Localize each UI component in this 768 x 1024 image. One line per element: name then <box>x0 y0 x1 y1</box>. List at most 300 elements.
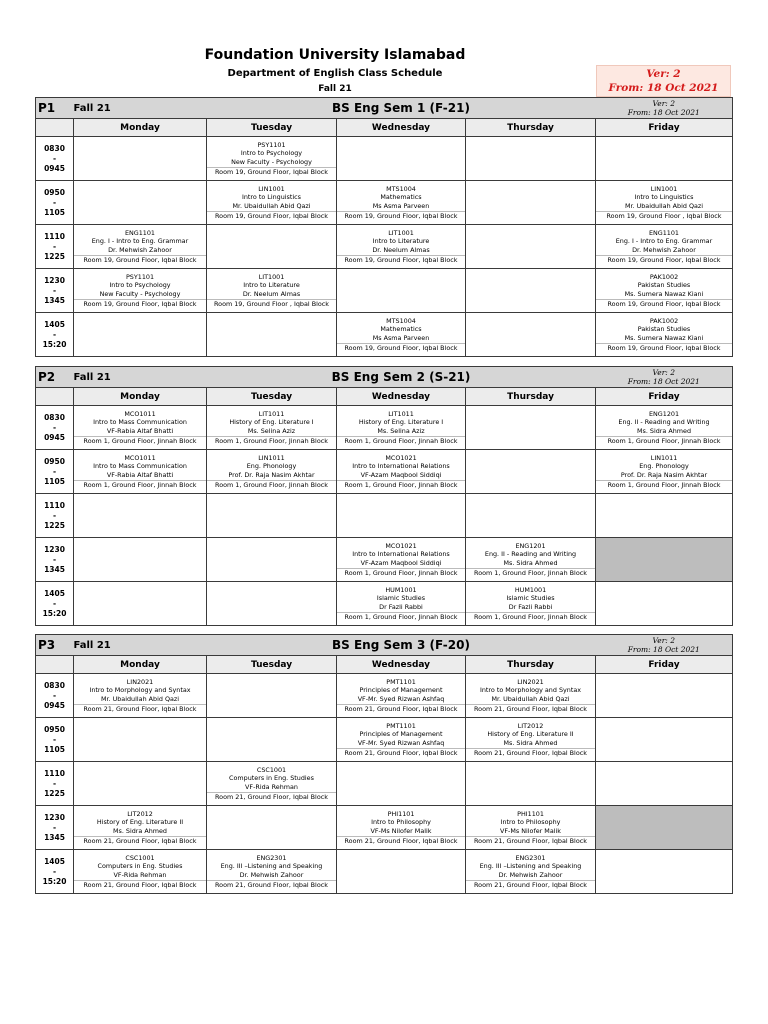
time-slot-part: - <box>52 466 57 476</box>
time-slot-part: - <box>52 690 57 700</box>
instructor: Ms. Sumera Nawaz Kiani <box>624 333 704 342</box>
course-code: MCO1011 <box>124 454 156 463</box>
course-code: LIT2012 <box>127 810 153 819</box>
day-header-tuesday: Tuesday <box>207 656 337 674</box>
program-version-label: Ver: 2 <box>652 636 675 645</box>
time-slot-part: 1110 <box>44 231 65 241</box>
instructor: VF-Mr. Syed Rizwan Ashfaq <box>357 738 445 747</box>
time-slot <box>36 406 74 450</box>
time-header <box>36 656 74 674</box>
time-slot-row <box>36 718 733 762</box>
time-slot-part: 1110 <box>44 500 65 510</box>
course-name: Intro to Literature <box>243 281 300 290</box>
class-cell <box>466 718 596 762</box>
time-slot <box>36 582 74 626</box>
empty-cell <box>74 718 207 762</box>
empty-cell <box>74 313 207 357</box>
time-slot-part: - <box>52 598 57 608</box>
empty-cell <box>466 225 596 269</box>
time-slot-part: - <box>52 153 57 163</box>
instructor: VF-Rabia Altaf Bhatti <box>106 426 174 435</box>
room: Room 19, Ground Floor, Iqbal Block <box>596 299 732 308</box>
time-header <box>36 388 74 406</box>
time-slot-row <box>36 494 733 538</box>
time-slot-part: 1225 <box>44 520 65 530</box>
schedule-title-row <box>36 635 733 656</box>
program-version-date: From: 18 Oct 2021 <box>627 108 700 117</box>
time-slot <box>36 850 74 894</box>
instructor: Mr. Ubaidullah Abid Qazi <box>232 201 311 210</box>
class-cell <box>207 762 337 806</box>
course-name: Eng. III –Listening and Speaking <box>220 862 323 871</box>
day-header-friday: Friday <box>596 119 733 137</box>
time-slot-part: - <box>52 241 57 251</box>
instructor: New Faculty - Psychology <box>231 157 312 166</box>
instructor: Dr. Mehwish Zahoor <box>632 245 696 254</box>
empty-cell <box>207 582 337 626</box>
instructor: Dr. Mehwish Zahoor <box>498 870 563 879</box>
instructor: VF-Rida Rehman <box>245 782 298 791</box>
course-name: History of Eng. Literature I <box>229 418 314 427</box>
empty-cell <box>466 450 596 494</box>
class-cell <box>207 137 337 181</box>
course-name: Intro to International Relations <box>352 462 450 471</box>
course-code: HUM1001 <box>514 586 547 595</box>
class-cell <box>207 269 337 313</box>
day-header-wednesday: Wednesday <box>337 119 466 137</box>
room: Room 1, Ground Floor, Jinnah Block <box>337 436 465 445</box>
room: Room 1, Ground Floor, Jinnah Block <box>596 436 732 445</box>
time-slot-part: 1105 <box>44 744 65 754</box>
course-name: History of Eng. Literature II <box>96 818 184 827</box>
course-name: Intro to Linguistics <box>634 193 694 202</box>
empty-cell <box>596 762 733 806</box>
time-slot-part: 0950 <box>44 724 65 734</box>
time-slot-row <box>36 850 733 894</box>
class-cell <box>337 538 466 582</box>
program-version <box>596 635 733 656</box>
room: Room 19, Ground Floor , Iqbal Block <box>207 299 336 308</box>
instructor: VF-Azam Maqbool Siddiqi <box>360 558 442 567</box>
course-code: LIN1011 <box>258 454 285 463</box>
course-name: Intro to Morphology and Syntax <box>89 686 191 695</box>
course-name: History of Eng. Literature II <box>487 730 574 739</box>
empty-cell <box>466 762 596 806</box>
course-name: Computers in Eng. Studies <box>97 862 183 871</box>
time-slot-part: - <box>52 510 57 520</box>
course-name: Eng. Phonology <box>639 462 689 471</box>
empty-cell <box>596 137 733 181</box>
day-header-row <box>36 388 733 406</box>
room: Room 21, Ground Floor, Iqbal Block <box>74 704 206 713</box>
day-header-thursday: Thursday <box>466 656 596 674</box>
schedule-table <box>35 97 733 357</box>
program-version <box>596 98 733 119</box>
course-name: Eng. II - Reading and Writing <box>618 418 710 427</box>
time-slot-part: - <box>52 422 57 432</box>
day-header-friday: Friday <box>596 656 733 674</box>
time-slot-part: 0830 <box>44 680 65 690</box>
course-code: MCO1021 <box>385 542 417 551</box>
time-slot-part: 1225 <box>44 251 65 261</box>
time-slot <box>36 313 74 357</box>
course-code: MTS1004 <box>386 317 416 326</box>
class-cell <box>596 313 733 357</box>
room: Room 19, Ground Floor, Iqbal Block <box>207 211 336 220</box>
empty-cell <box>466 181 596 225</box>
empty-cell <box>207 225 337 269</box>
class-cell <box>337 806 466 850</box>
course-code: PSY1101 <box>257 141 286 150</box>
blocked-cell <box>596 806 733 850</box>
instructor: Ms Asma Parveen <box>372 201 430 210</box>
course-code: PSY1101 <box>125 273 155 282</box>
room: Room 19, Ground Floor, Iqbal Block <box>74 299 206 308</box>
empty-cell <box>207 718 337 762</box>
course-name: Intro to Philosophy <box>371 818 431 827</box>
course-name: Intro to Linguistics <box>241 193 302 202</box>
program-version-date: From: 18 Oct 2021 <box>627 645 700 654</box>
time-slot-part: - <box>52 866 57 876</box>
time-slot-part: - <box>52 285 57 295</box>
room: Room 1, Ground Floor, Jinnah Block <box>337 480 465 489</box>
time-slot-row <box>36 806 733 850</box>
program-code: P2 <box>36 367 74 388</box>
room: Room 19, Ground Floor, Iqbal Block <box>74 255 206 264</box>
course-name: Intro to Morphology and Syntax <box>479 686 582 695</box>
time-slot-part: 1405 <box>44 856 65 866</box>
empty-cell <box>207 538 337 582</box>
room: Room 1, Ground Floor, Jinnah Block <box>466 612 595 621</box>
time-slot-part: 15:20 <box>42 339 67 349</box>
empty-cell <box>596 674 733 718</box>
class-cell <box>337 406 466 450</box>
room: Room 21, Ground Floor, Iqbal Block <box>466 880 595 889</box>
department-title: Department of English Class Schedule <box>227 68 443 79</box>
room: Room 21, Ground Floor, Iqbal Block <box>207 792 336 801</box>
day-header-tuesday: Tuesday <box>207 388 337 406</box>
time-slot <box>36 450 74 494</box>
room: Room 19, Ground Floor, Iqbal Block <box>337 255 465 264</box>
time-slot-row <box>36 225 733 269</box>
time-slot-part: 15:20 <box>42 876 67 886</box>
time-slot-part: 1110 <box>44 768 65 778</box>
empty-cell <box>207 494 337 538</box>
program-title: BS Eng Sem 2 (S-21) <box>207 367 596 388</box>
time-slot-part: 1345 <box>44 295 65 305</box>
time-slot-part: 1105 <box>44 207 65 217</box>
course-code: PHI1101 <box>517 810 544 819</box>
day-header-monday: Monday <box>74 656 207 674</box>
day-header-wednesday: Wednesday <box>337 656 466 674</box>
program-version <box>596 367 733 388</box>
class-cell <box>596 450 733 494</box>
instructor: VF-Rida Rehman <box>113 870 167 879</box>
time-slot <box>36 181 74 225</box>
class-cell <box>466 582 596 626</box>
class-cell <box>337 674 466 718</box>
course-code: ENG1101 <box>648 229 680 238</box>
time-slot-row <box>36 538 733 582</box>
course-code: MTS1004 <box>386 185 416 194</box>
course-name: Eng. I - Intro to Eng. Grammar <box>91 237 189 246</box>
day-header-thursday: Thursday <box>466 119 596 137</box>
time-slot-part: 1105 <box>44 476 65 486</box>
time-slot-row <box>36 762 733 806</box>
class-cell <box>596 225 733 269</box>
empty-cell <box>337 269 466 313</box>
empty-cell <box>466 494 596 538</box>
instructor: Ms. Sidra Ahmed <box>112 826 167 835</box>
day-header-thursday: Thursday <box>466 388 596 406</box>
empty-cell <box>337 762 466 806</box>
blocked-cell <box>596 538 733 582</box>
room: Room 19, Ground Floor, Iqbal Block <box>596 255 732 264</box>
time-slot-part: 1405 <box>44 588 65 598</box>
empty-cell <box>466 313 596 357</box>
time-slot-part: 0830 <box>44 412 65 422</box>
version-label: Ver: 2 <box>646 68 681 80</box>
instructor: VF-Azam Maqbool Siddiqi <box>360 470 442 479</box>
day-header-row <box>36 656 733 674</box>
time-slot-part: - <box>52 734 57 744</box>
program-term: Fall 21 <box>74 98 207 119</box>
course-name: Intro to Mass Communication <box>93 418 187 427</box>
room: Room 1, Ground Floor, Jinnah Block <box>207 480 336 489</box>
schedule-title-row <box>36 367 733 388</box>
time-slot-part: - <box>52 197 57 207</box>
class-cell <box>74 674 207 718</box>
time-slot-part: 0945 <box>44 163 65 173</box>
empty-cell <box>207 806 337 850</box>
course-name: Intro to Mass Communication <box>93 462 187 471</box>
course-name: Mathematics <box>380 193 422 202</box>
course-name: Computers in Eng. Studies <box>229 774 314 783</box>
room: Room 21, Ground Floor, Iqbal Block <box>337 748 465 757</box>
course-name: Eng. Phonology <box>246 462 297 471</box>
room: Room 19, Ground Floor, Iqbal Block <box>337 211 465 220</box>
room: Room 1, Ground Floor, Jinnah Block <box>596 480 732 489</box>
empty-cell <box>596 718 733 762</box>
course-code: CSC1001 <box>256 766 287 775</box>
class-cell <box>466 850 596 894</box>
instructor: Mr. Ubaidullah Abid Qazi <box>491 694 570 703</box>
class-cell <box>596 269 733 313</box>
class-cell <box>337 225 466 269</box>
course-code: PMT1101 <box>386 678 416 687</box>
empty-cell <box>74 181 207 225</box>
instructor: Dr. Neelum Almas <box>242 289 301 298</box>
course-code: LIT2012 <box>517 722 544 731</box>
document-header <box>0 0 768 98</box>
time-slot-part: 0950 <box>44 456 65 466</box>
course-code: LIN1011 <box>650 454 678 463</box>
instructor: Ms. Selina Aziz <box>377 426 425 435</box>
time-slot-part: 1405 <box>44 319 65 329</box>
room: Room 1, Ground Floor, Jinnah Block <box>74 436 206 445</box>
instructor: VF-Ms Nilofer Malik <box>370 826 432 835</box>
class-cell <box>74 850 207 894</box>
course-code: PMT1101 <box>386 722 416 731</box>
time-slot-part: 1225 <box>44 788 65 798</box>
day-header-monday: Monday <box>74 388 207 406</box>
course-name: Eng. I - Intro to Eng. Grammar <box>615 237 713 246</box>
class-cell <box>337 582 466 626</box>
empty-cell <box>466 406 596 450</box>
time-slot <box>36 674 74 718</box>
empty-cell <box>596 582 733 626</box>
instructor: Prof. Dr. Raja Nasim Akhtar <box>620 470 708 479</box>
room: Room 21, Ground Floor, Iqbal Block <box>74 880 206 889</box>
instructor: Mr. Ubaidullah Abid Qazi <box>624 201 704 210</box>
time-slot-row <box>36 137 733 181</box>
room: Room 1, Ground Floor, Jinnah Block <box>74 480 206 489</box>
course-code: MCO1011 <box>124 410 156 419</box>
course-name: Islamic Studies <box>506 594 555 603</box>
course-name: Islamic Studies <box>376 594 426 603</box>
time-slot <box>36 538 74 582</box>
course-name: Intro to Literature <box>372 237 430 246</box>
room: Room 21, Ground Floor, Iqbal Block <box>74 836 206 845</box>
empty-cell <box>337 850 466 894</box>
class-cell <box>74 450 207 494</box>
empty-cell <box>207 313 337 357</box>
course-code: PHI1101 <box>387 810 415 819</box>
class-cell <box>74 406 207 450</box>
time-slot-part: - <box>52 329 57 339</box>
empty-cell <box>466 269 596 313</box>
version-date: From: 18 Oct 2021 <box>608 82 719 94</box>
course-name: Mathematics <box>380 325 422 334</box>
program-code: P3 <box>36 635 74 656</box>
class-cell <box>337 450 466 494</box>
class-cell <box>207 450 337 494</box>
course-name: Intro to Philosophy <box>500 818 561 827</box>
time-slot-part: 15:20 <box>42 608 67 618</box>
room: Room 21, Ground Floor, Iqbal Block <box>466 704 595 713</box>
time-slot-part: 1230 <box>44 812 65 822</box>
class-cell <box>207 181 337 225</box>
schedule-p1 <box>35 97 732 357</box>
empty-cell <box>74 582 207 626</box>
day-header-row <box>36 119 733 137</box>
empty-cell <box>74 538 207 582</box>
term-label: Fall 21 <box>318 84 352 94</box>
empty-cell <box>466 137 596 181</box>
empty-cell <box>74 762 207 806</box>
empty-cell <box>596 850 733 894</box>
time-slot-part: 0830 <box>44 143 65 153</box>
time-slot-part: - <box>52 778 57 788</box>
time-slot-part: 1345 <box>44 564 65 574</box>
course-name: Principles of Management <box>359 686 443 695</box>
room: Room 1, Ground Floor, Jinnah Block <box>337 612 465 621</box>
room: Room 21, Ground Floor, Iqbal Block <box>207 880 336 889</box>
schedule-p3 <box>35 634 732 894</box>
room: Room 21, Ground Floor, Iqbal Block <box>466 836 595 845</box>
time-slot-row <box>36 181 733 225</box>
time-slot-row <box>36 582 733 626</box>
time-slot-row <box>36 406 733 450</box>
course-code: MCO1021 <box>385 454 417 463</box>
empty-cell <box>596 494 733 538</box>
instructor: Ms. Selina Aziz <box>247 426 296 435</box>
time-slot-part: 0950 <box>44 187 65 197</box>
instructor: Dr. Mehwish Zahoor <box>239 870 304 879</box>
program-version-label: Ver: 2 <box>652 99 675 108</box>
time-slot <box>36 494 74 538</box>
empty-cell <box>74 494 207 538</box>
time-slot <box>36 806 74 850</box>
room: Room 19, Ground Floor , Iqbal Block <box>596 211 732 220</box>
time-slot-part: 1230 <box>44 544 65 554</box>
room: Room 21, Ground Floor, Iqbal Block <box>337 836 465 845</box>
class-cell <box>466 674 596 718</box>
class-cell <box>466 538 596 582</box>
day-header-friday: Friday <box>596 388 733 406</box>
time-slot-row <box>36 269 733 313</box>
empty-cell <box>207 674 337 718</box>
time-slot-part: - <box>52 554 57 564</box>
program-code: P1 <box>36 98 74 119</box>
program-term: Fall 21 <box>74 367 207 388</box>
course-code: PAK1002 <box>649 317 679 326</box>
class-cell <box>74 269 207 313</box>
time-slot-part: 1230 <box>44 275 65 285</box>
instructor: VF-Ms Nilofer Malik <box>500 826 561 835</box>
instructor: Ms Asma Parveen <box>372 333 430 342</box>
course-code: PAK1002 <box>649 273 679 282</box>
time-slot <box>36 762 74 806</box>
day-header-tuesday: Tuesday <box>207 119 337 137</box>
class-cell <box>596 181 733 225</box>
course-code: LIN1001 <box>258 185 285 194</box>
room: Room 21, Ground Floor, Iqbal Block <box>466 748 595 757</box>
room: Room 1, Ground Floor, Jinnah Block <box>466 568 595 577</box>
day-header-monday: Monday <box>74 119 207 137</box>
room: Room 19, Ground Floor, Iqbal Block <box>337 343 465 352</box>
time-slot <box>36 137 74 181</box>
time-slot-part: - <box>52 822 57 832</box>
empty-cell <box>337 137 466 181</box>
course-code: ENG1101 <box>124 229 156 238</box>
program-version-date: From: 18 Oct 2021 <box>627 377 700 386</box>
course-name: Intro to International Relations <box>352 550 450 559</box>
program-title: BS Eng Sem 1 (F-21) <box>207 98 596 119</box>
instructor: Ms. Sidra Ahmed <box>637 426 692 435</box>
time-slot-row <box>36 674 733 718</box>
empty-cell <box>337 494 466 538</box>
course-code: CSC1001 <box>125 854 155 863</box>
day-header-wednesday: Wednesday <box>337 388 466 406</box>
course-code: LIN2021 <box>517 678 544 687</box>
room: Room 19, Ground Floor, Iqbal Block <box>207 167 336 176</box>
schedule-p2 <box>35 366 732 626</box>
course-code: LIT1001 <box>388 229 414 238</box>
instructor: Ms. Sidra Ahmed <box>503 738 558 747</box>
room: Room 1, Ground Floor, Jinnah Block <box>337 568 465 577</box>
class-cell <box>337 718 466 762</box>
course-name: Intro to Psychology <box>240 149 303 158</box>
course-name: Pakistan Studies <box>637 325 691 334</box>
course-code: LIT1011 <box>388 410 414 419</box>
course-name: Intro to Psychology <box>109 281 171 290</box>
course-code: LIN2021 <box>126 678 154 687</box>
instructor: Dr Fazli Rabbi <box>379 602 423 611</box>
class-cell <box>337 313 466 357</box>
course-code: ENG1201 <box>515 542 546 551</box>
program-version-label: Ver: 2 <box>652 368 675 377</box>
